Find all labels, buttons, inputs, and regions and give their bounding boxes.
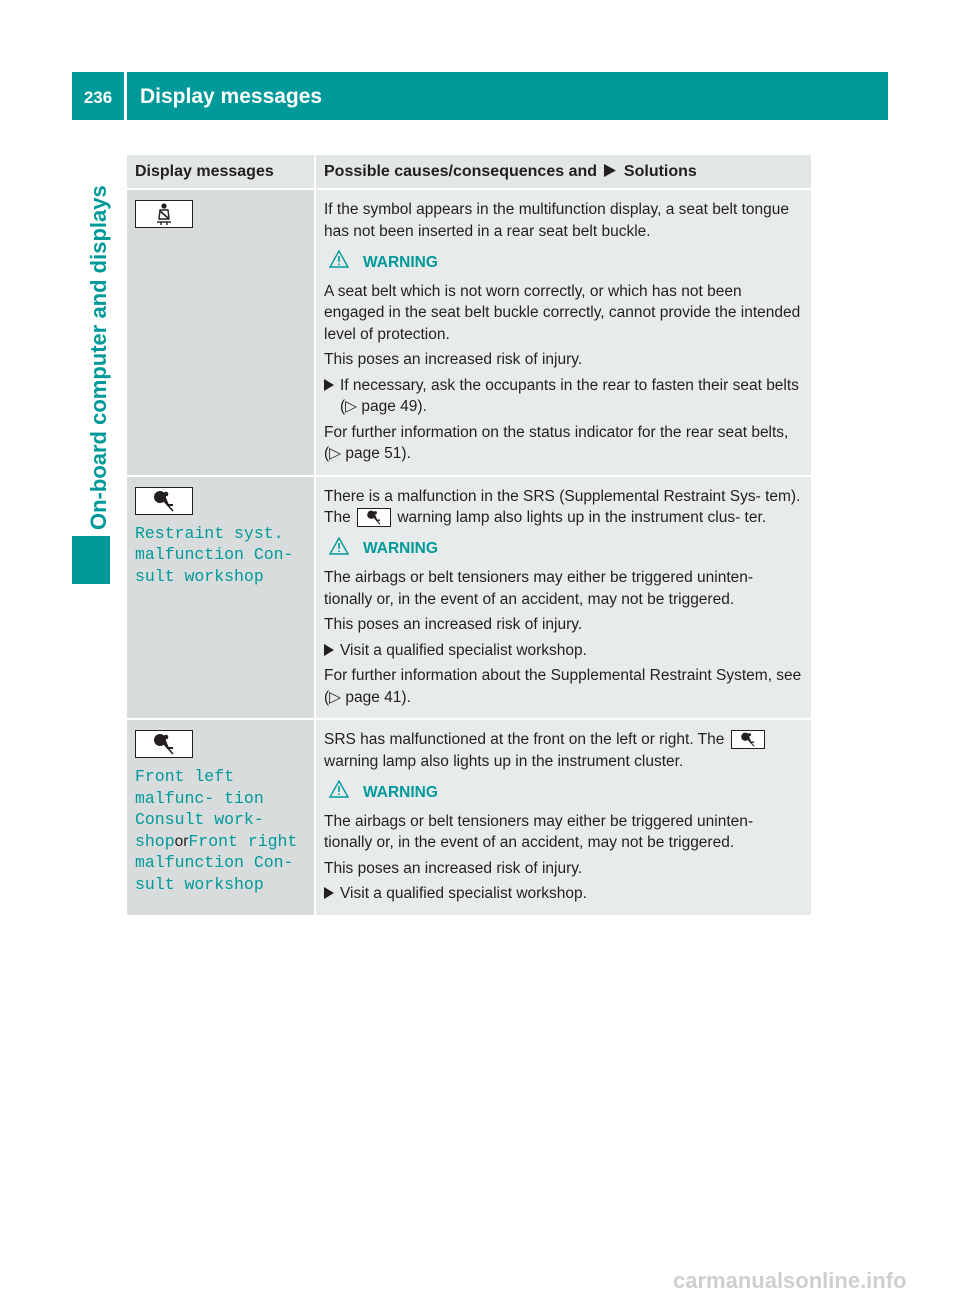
- action-text: Visit a qualified specialist workshop.: [340, 885, 587, 902]
- display-messages-table: [127, 155, 811, 917]
- cause-text: If the symbol appears in the multifunction display, a seat belt tongue has not been inserted in a rear seat belt buckle.: [324, 201, 789, 240]
- warning-triangle-icon: [329, 780, 363, 805]
- cause-text-start: There is a malfunction in the SRS (Supplemental Restraint Sys- tem). The: [324, 487, 801, 526]
- risk-text: This poses an increased risk of injury.: [324, 859, 583, 877]
- message-or: or: [174, 832, 189, 850]
- column-header-solutions-text: Solutions: [623, 162, 697, 180]
- display-message-cell: [127, 189, 315, 476]
- warning-heading: [329, 250, 803, 275]
- display-message-text: Restraint syst. malfunction Con- sult workshop: [135, 523, 294, 586]
- action-item: [324, 883, 803, 909]
- action-arrow-icon: [324, 883, 340, 909]
- warning-text: A seat belt which is not worn correctly, or which has not been engaged in the seat belt buckle correctly, cannot provide the intended level of protection.: [324, 282, 801, 343]
- action-text: If necessary, ask the occupants in the rear to fasten their seat belts (▷ page 49).: [340, 376, 799, 415]
- warning-triangle-icon: [329, 250, 363, 275]
- warning-label: WARNING: [363, 540, 438, 557]
- column-header-causes: [315, 155, 811, 189]
- play-arrow-icon: [601, 163, 619, 180]
- table-row: [127, 476, 811, 720]
- risk-text: This poses an increased risk of injury.: [324, 616, 583, 633]
- message-front-right: Front right malfunction Con- sult workshop: [135, 831, 298, 894]
- cause-text: [324, 486, 803, 529]
- column-header-causes-text: Possible causes/consequences and: [324, 162, 598, 180]
- display-message-cell: [127, 719, 315, 916]
- further-info-text: For further information about the Supplemental Restraint System, see (▷ page 41).: [324, 667, 802, 706]
- solution-cell: [315, 476, 811, 720]
- header-divider: [124, 72, 127, 120]
- warning-label: WARNING: [363, 253, 438, 271]
- cause-text-end: warning lamp also lights up in the instrument cluster.: [324, 752, 684, 770]
- warning-text: The airbags or belt tensioners may either be triggered uninten- tionally or, in the event of an accident, may not be triggered.: [324, 812, 754, 851]
- action-text: Visit a qualified specialist workshop.: [340, 641, 587, 659]
- table-row: [127, 189, 811, 476]
- cause-text-start: SRS has malfunctioned at the front on the left or right. The: [324, 731, 725, 748]
- table-header-row: [127, 155, 811, 189]
- display-message-cell: [127, 476, 315, 720]
- airbag-warning-icon: [135, 730, 193, 758]
- risk-text: This poses an increased risk of injury.: [324, 351, 583, 368]
- airbag-warning-icon: [357, 508, 391, 527]
- table-row: [127, 719, 811, 916]
- warning-text: The airbags or belt tensioners may either be triggered uninten- tionally or, in the event of an accident, may not be triggered.: [324, 569, 754, 608]
- display-message-text: [135, 766, 306, 895]
- solution-cell: [315, 719, 811, 916]
- warning-label: WARNING: [363, 783, 438, 801]
- watermark: carmanualsonline.info: [673, 1268, 907, 1293]
- action-item: [324, 375, 803, 422]
- airbag-warning-icon: [135, 487, 193, 515]
- airbag-warning-icon: [731, 730, 765, 749]
- warning-heading: [329, 780, 803, 805]
- page-title: Display messages: [140, 85, 323, 108]
- action-arrow-icon: [324, 375, 340, 422]
- page-number: 236: [83, 88, 113, 107]
- section-title: On-board computer and displays: [86, 185, 111, 530]
- warning-heading: [329, 537, 803, 562]
- action-item: [324, 640, 803, 666]
- rear-seat-belt-icon: [135, 200, 193, 228]
- cause-text-end: warning lamp also lights up in the instrument clus- ter.: [397, 509, 767, 526]
- further-info-text: For further information on the status indicator for the rear seat belts, (▷ page 51).: [324, 423, 789, 462]
- action-arrow-icon: [324, 640, 340, 666]
- warning-triangle-icon: [329, 537, 363, 562]
- message-front-left: Front left malfunc- tion Consult work- shop: [135, 767, 264, 851]
- cause-text: [324, 729, 803, 772]
- section-marker: [72, 536, 110, 584]
- solution-cell: [315, 189, 811, 476]
- column-header-display-messages: Display messages: [127, 155, 315, 189]
